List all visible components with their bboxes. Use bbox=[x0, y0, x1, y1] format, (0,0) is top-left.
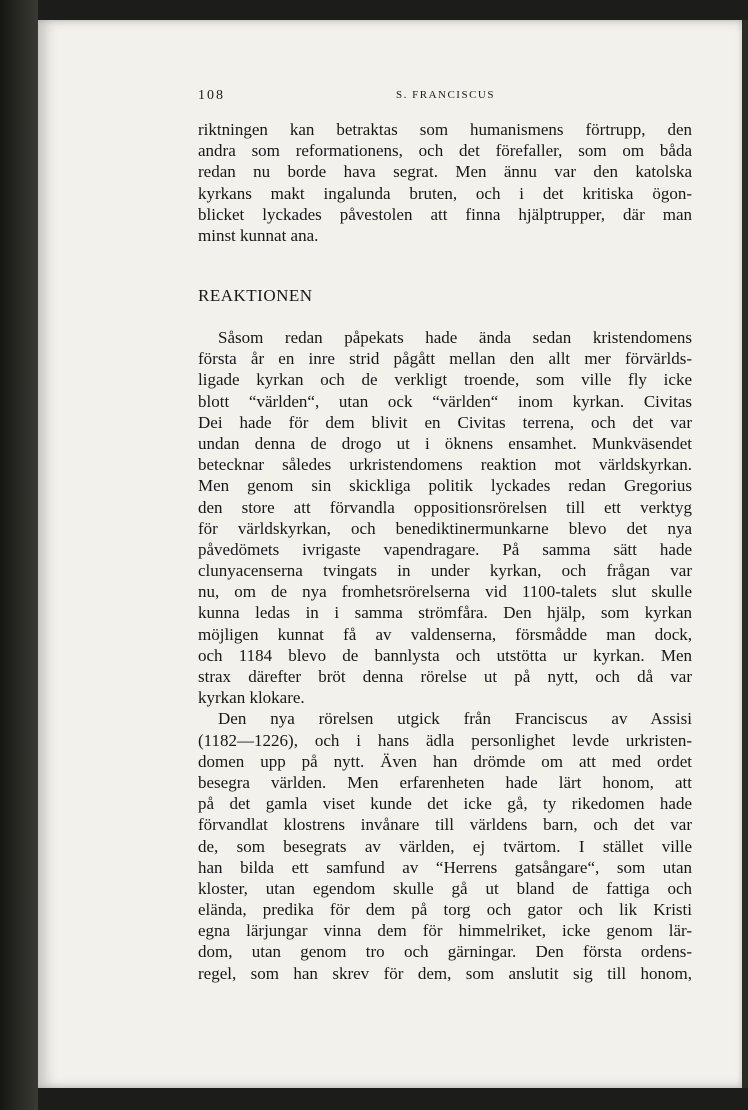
text-line: för världskyrkan, och benediktinermunkarne blevo det nya bbox=[198, 518, 692, 538]
text-line: kyrkan klokare. bbox=[198, 688, 305, 708]
book-spine bbox=[0, 0, 38, 1110]
text-line: förvandlat klostrens invånare till världens barn, och det var bbox=[198, 815, 692, 835]
text-line: betecknar således urkristendomens reaktion mot världskyrkan. bbox=[198, 455, 692, 475]
text-line: kyrkans makt ingalunda bruten, och i det kritiska ögon- bbox=[198, 183, 692, 203]
page-number: 108 bbox=[198, 88, 225, 103]
text-line: egna lärjungar vinna dem för himmelriket, icke genom lär- bbox=[198, 921, 692, 941]
section-heading: REAKTIONEN bbox=[198, 286, 313, 305]
text-line: den store att förvandla oppositionsrörelsen till ett verktyg bbox=[198, 497, 692, 517]
text-line: de, som besegrats av världen, ej tvärtom. I stället ville bbox=[198, 836, 692, 856]
page-edge bbox=[742, 20, 748, 1088]
text-line: Den nya rörelsen utgick från Franciscus av Assisi bbox=[218, 709, 692, 729]
text-line: Såsom redan påpekats hade ända sedan kristendomens bbox=[218, 328, 692, 347]
text-line: möjligen kunnat få av valdenserna, försmådde man dock, bbox=[198, 624, 692, 644]
text-line: redan nu borde hava segrat. Men ännu var den katolska bbox=[198, 162, 692, 182]
text-line: blicket lyckades påvestolen att finna hjälptrupper, där man bbox=[198, 204, 692, 224]
text-line: och 1184 blevo de bannlysta och utstötta ur kyrkan. Men bbox=[198, 645, 692, 665]
text-line: dom, utan genom tro och gärningar. Den första ordens- bbox=[198, 942, 692, 962]
text-line: Men genom sin skickliga politik lyckades redan Gregorius bbox=[198, 476, 692, 496]
text-line: riktningen kan betraktas som humanismens förtrupp, den bbox=[198, 120, 692, 139]
text-line: påvedömets ivrigaste vapendragare. På samma sätt hade bbox=[198, 539, 692, 559]
text-line: blott “världen“, utan ock “världen“ inom kyrkan. Civitas bbox=[198, 391, 692, 411]
text-line: clunyacenserna tvingats in under kyrkan, och frågan var bbox=[198, 561, 692, 581]
text-line: (1182—1226), och i hans ädla personlighet levde urkristen- bbox=[198, 730, 692, 750]
running-title: S. FRANCISCUS bbox=[396, 89, 495, 101]
text-line: elända, predika för dem på torg och gator och lik Kristi bbox=[198, 900, 692, 920]
text-line: han bilda ett samfund av “Herrens gatsångare“, som utan bbox=[198, 857, 692, 877]
text-line: besegra världen. Men erfarenheten hade lärt honom, att bbox=[198, 772, 692, 792]
text-line: andra som reformationens, och det förefaller, som om båda bbox=[198, 141, 692, 161]
text-line: minst kunnat ana. bbox=[198, 225, 319, 245]
text-line: ligade kyrkan och de verkligt troende, som ville fly icke bbox=[198, 370, 692, 390]
text-line: på det gamla viset kunde det icke gå, ty rikedomen hade bbox=[198, 794, 692, 814]
body-paragraphs bbox=[198, 327, 692, 984]
text-line: Dei hade för dem blivit en Civitas terrena, och det var bbox=[198, 412, 692, 432]
text-line: kunna ledas in i samma strömfåra. Den hjälp, som kyrkan bbox=[198, 603, 692, 623]
text-line: regel, som han skrev för dem, som anslutit sig till honom, bbox=[198, 963, 692, 983]
text-line: undan denna de drogo ut i öknens ensamhet. Munkväsendet bbox=[198, 433, 692, 453]
intro-paragraph bbox=[198, 119, 692, 246]
text-line: nu, om de nya fromhetsrörelserna vid 1100-talets slut skulle bbox=[198, 582, 692, 602]
text-line: strax därefter bröt denna rörelse ut på nytt, och då var bbox=[198, 667, 692, 686]
text-line: domen upp på nytt. Även han drömde om att med ordet bbox=[198, 751, 692, 771]
text-line: första år en inre strid pågått mellan den allt mer förvärlds- bbox=[198, 349, 692, 369]
page-header bbox=[198, 88, 692, 108]
text-line: kloster, utan egendom skulle gå ut bland de fattiga och bbox=[198, 878, 692, 898]
